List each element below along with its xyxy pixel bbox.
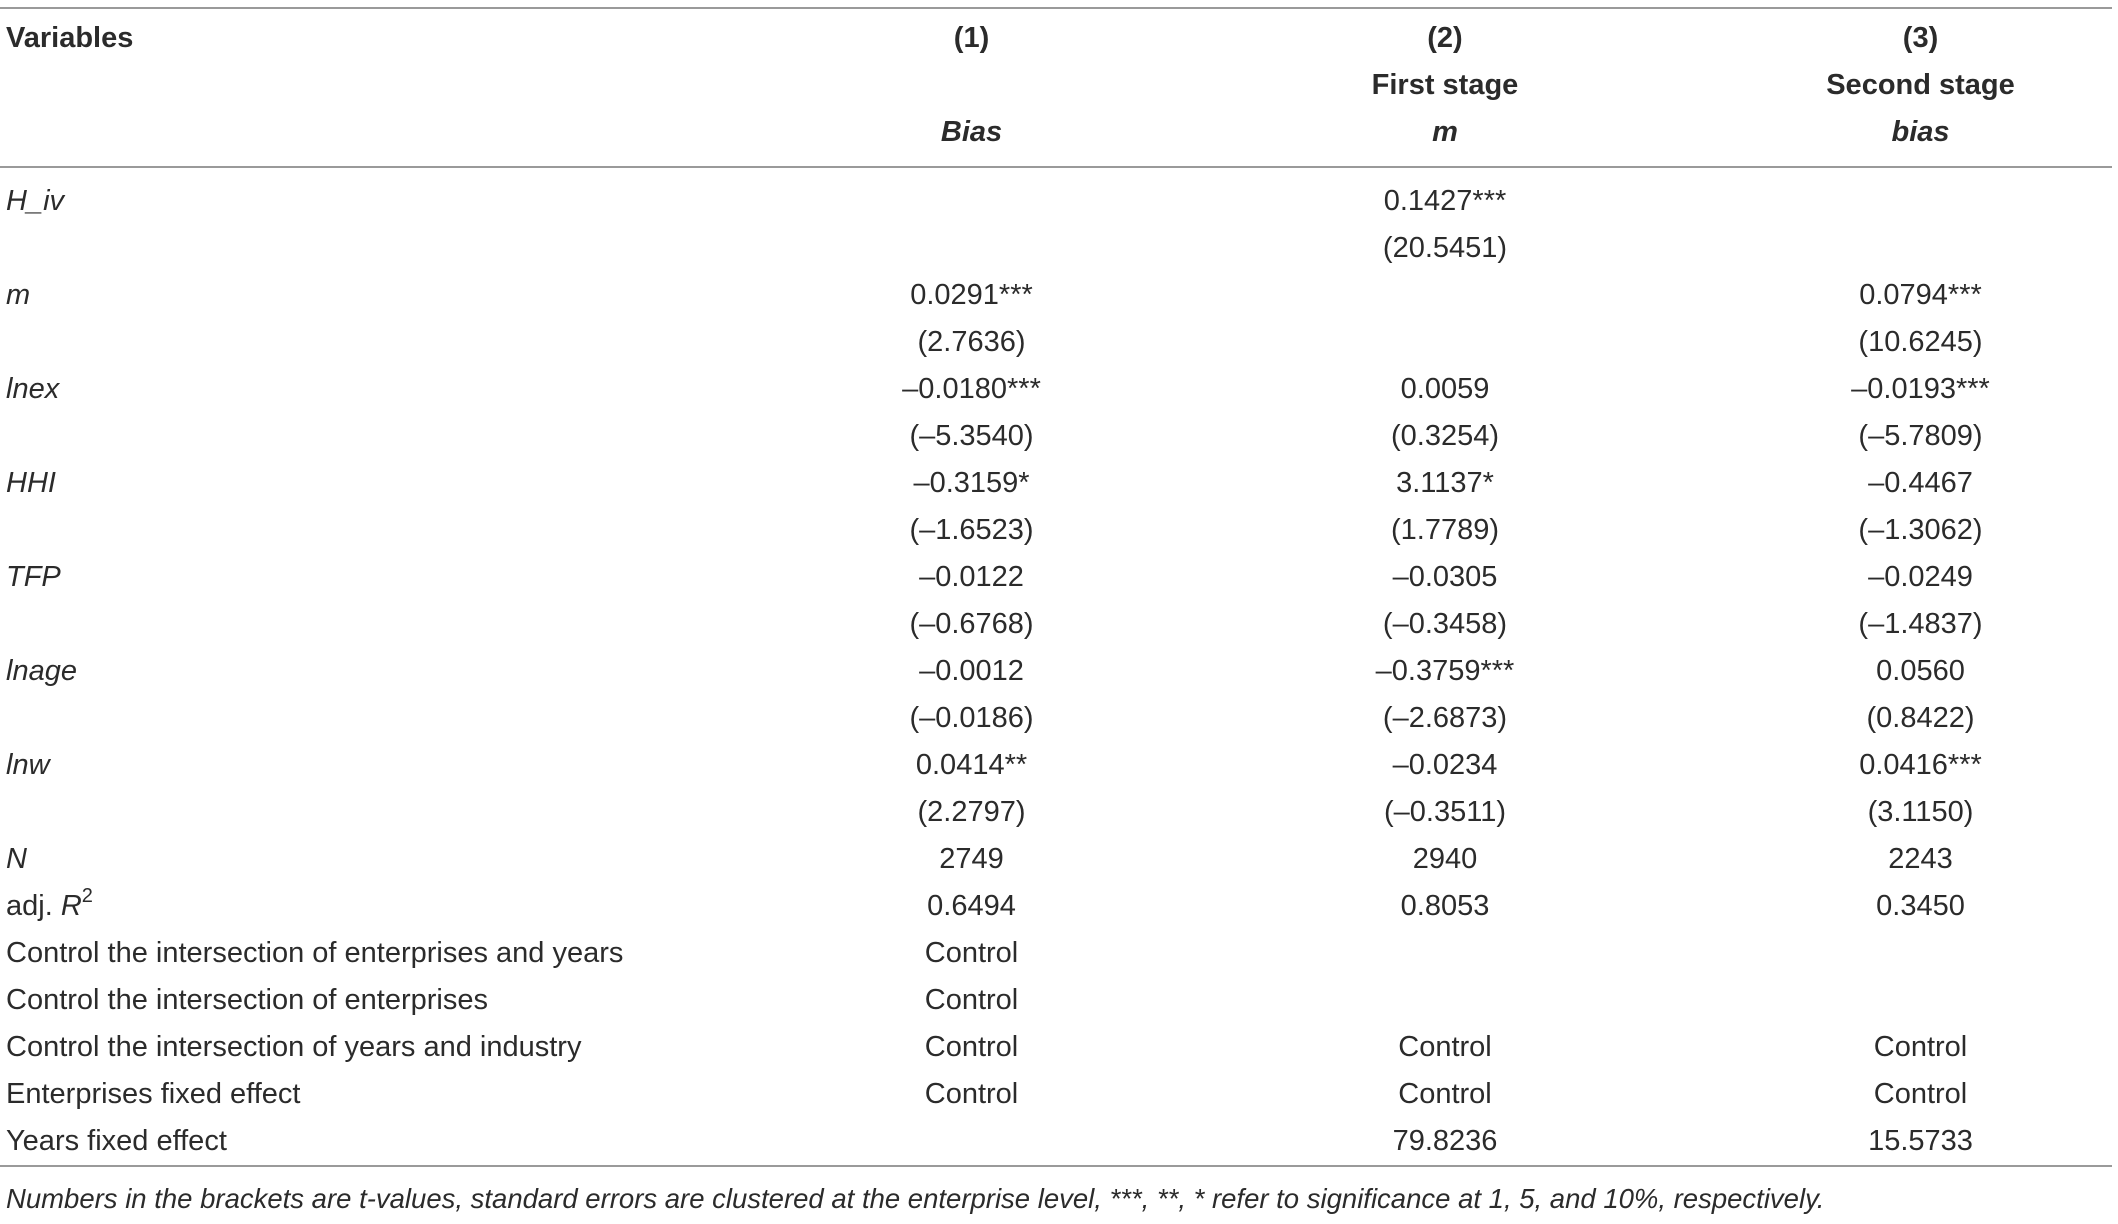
- cell-col-1: [782, 225, 1161, 272]
- cell-col-1: [782, 1118, 1161, 1166]
- cell-col-1: (–1.6523): [909, 514, 1034, 546]
- cell-col-2: [1161, 977, 1729, 1024]
- row-label: Years fixed effect: [6, 1125, 227, 1157]
- row-label: m: [6, 279, 31, 311]
- cell-col-3: Control: [1873, 1031, 1968, 1063]
- cell-col-2: Control: [1398, 1031, 1492, 1063]
- table-header: [0, 8, 2112, 167]
- cell-col-1: Control: [924, 1078, 1019, 1110]
- row-label: H_iv: [6, 185, 65, 217]
- table-row-control: [0, 1071, 2112, 1118]
- table-footer: [0, 1166, 2112, 1222]
- row-label: Enterprises fixed effect: [6, 1078, 301, 1110]
- cell-col-1: (–0.0186): [909, 702, 1034, 734]
- r-superscript: 2: [81, 885, 93, 908]
- cell-col-3: (0.8422): [1866, 702, 1975, 734]
- cell-col-1: (2.7636): [917, 326, 1026, 358]
- table-row: [0, 742, 2112, 789]
- cell-col-3: 2243: [1888, 843, 1953, 875]
- table-row: [0, 225, 2112, 272]
- cell-col-2: 3.1137*: [1396, 467, 1494, 499]
- cell-col-1: [782, 167, 1161, 225]
- cell-col-2: 79.8236: [1392, 1125, 1498, 1157]
- table-row-control: [0, 930, 2112, 977]
- row-label: lnage: [6, 655, 77, 687]
- table-row: [0, 167, 2112, 225]
- cell-col-3: 0.3450: [1876, 890, 1965, 922]
- row-label: [0, 789, 782, 836]
- cell-col-2: (1.7789): [1390, 514, 1499, 546]
- cell-col-1: 0.6494: [927, 890, 1016, 922]
- row-label: [0, 319, 782, 366]
- column-1-stage: [782, 62, 1161, 109]
- column-3-number: (3): [1729, 8, 2112, 62]
- table-row-control: [0, 977, 2112, 1024]
- cell-col-3: Control: [1873, 1078, 1968, 1110]
- cell-col-2: 0.8053: [1400, 890, 1490, 922]
- footnote-row: [0, 1166, 2112, 1222]
- variables-header: Variables: [0, 8, 782, 62]
- row-label: TFP: [6, 561, 61, 593]
- cell-col-1: –0.0180***: [902, 373, 1041, 405]
- cell-col-3: [1729, 977, 2112, 1024]
- column-2-stage: First stage: [1371, 69, 1519, 101]
- cell-col-3: –0.0249: [1868, 561, 1973, 593]
- cell-col-1: 2749: [939, 843, 1004, 875]
- cell-col-2: (20.5451): [1382, 232, 1508, 264]
- row-label: HHI: [6, 467, 56, 499]
- column-1-dependent: Bias: [782, 109, 1161, 167]
- table-row: [0, 789, 2112, 836]
- table-row: [0, 836, 2112, 883]
- row-label: [0, 601, 782, 648]
- cell-col-3: –0.4467: [1868, 467, 1973, 499]
- table-body: [0, 167, 2112, 1166]
- table-row: [0, 601, 2112, 648]
- column-3-dependent: bias: [1729, 109, 2112, 167]
- cell-col-2: –0.0234: [1392, 749, 1498, 781]
- table-row: [0, 507, 2112, 554]
- row-label: N: [6, 843, 27, 875]
- cell-col-1: 0.0291***: [910, 279, 1033, 311]
- cell-col-1: 0.0414**: [915, 749, 1028, 781]
- cell-col-1: Control: [924, 1031, 1019, 1063]
- cell-col-3: (–5.7809): [1858, 420, 1983, 452]
- cell-col-3: [1729, 930, 2112, 977]
- cell-col-2: 0.1427***: [1383, 185, 1507, 217]
- cell-col-3: [1729, 167, 2112, 225]
- cell-col-3: (–1.4837): [1858, 608, 1983, 640]
- header-row-dependent: [0, 109, 2112, 167]
- cell-col-2: 2940: [1412, 843, 1478, 875]
- cell-col-2: [1161, 319, 1729, 366]
- cell-col-3: 15.5733: [1868, 1125, 1973, 1157]
- cell-col-2: [1161, 930, 1729, 977]
- adj-prefix: adj.: [6, 890, 61, 922]
- row-label: [0, 507, 782, 554]
- cell-col-1: (–0.6768): [909, 608, 1034, 640]
- cell-col-3: 0.0560: [1876, 655, 1965, 687]
- cell-col-3: (10.6245): [1858, 326, 1983, 358]
- cell-col-2: [1161, 272, 1729, 319]
- cell-col-2: 0.0059: [1400, 373, 1490, 405]
- cell-col-3: (3.1150): [1867, 796, 1974, 828]
- cell-col-2: Control: [1398, 1078, 1492, 1110]
- row-label: Control the intersection of enterprises: [6, 984, 488, 1016]
- cell-col-2: (–2.6873): [1382, 702, 1508, 734]
- cell-col-1: Control: [924, 984, 1019, 1016]
- table-row: [0, 366, 2112, 413]
- table-row-adj-r2: [0, 883, 2112, 930]
- table-footnote: Numbers in the brackets are t-values, standard errors are clustered at the enterprise level, ***, **, * refer to significance at 1, 5, and 10%, respectively.: [0, 1166, 2112, 1222]
- cell-col-2: (–0.3511): [1384, 796, 1506, 828]
- table-row: [0, 554, 2112, 601]
- cell-col-3: 0.0416***: [1859, 749, 1982, 781]
- cell-col-1: (2.2797): [917, 796, 1026, 828]
- column-2-dependent: m: [1161, 109, 1729, 167]
- table-row: [0, 413, 2112, 460]
- table-row: [0, 272, 2112, 319]
- row-label: Control the intersection of enterprises and years: [6, 937, 624, 969]
- cell-col-1: –0.0122: [919, 561, 1024, 593]
- row-label: [0, 225, 782, 272]
- row-label: lnex: [6, 373, 60, 405]
- cell-col-2: (0.3254): [1390, 420, 1499, 452]
- cell-col-3: [1729, 225, 2112, 272]
- cell-col-2: (–0.3458): [1382, 608, 1508, 640]
- row-label: lnw: [6, 749, 50, 781]
- cell-col-3: (–1.3062): [1858, 514, 1983, 546]
- cell-col-1: Control: [924, 937, 1019, 969]
- row-label: [0, 695, 782, 742]
- row-label: [0, 413, 782, 460]
- cell-col-2: –0.3759***: [1375, 655, 1515, 687]
- regression-table: [0, 7, 2112, 1222]
- table-row-control: [0, 1024, 2112, 1071]
- table-row: [0, 319, 2112, 366]
- cell-col-1: (–5.3540): [909, 420, 1034, 452]
- cell-col-3: –0.0193***: [1851, 373, 1990, 405]
- header-row-numbers: [0, 8, 2112, 62]
- table-row: [0, 648, 2112, 695]
- table-row-control: [0, 1118, 2112, 1166]
- r-symbol: R: [60, 890, 82, 922]
- row-label: Control the intersection of years and industry: [6, 1031, 582, 1063]
- cell-col-1: –0.0012: [919, 655, 1024, 687]
- column-1-number: (1): [782, 8, 1161, 62]
- cell-col-2: –0.0305: [1392, 561, 1498, 593]
- cell-col-1: –0.3159*: [913, 467, 1030, 499]
- table-row: [0, 460, 2112, 507]
- row-label: [0, 883, 782, 930]
- header-row-stage: [0, 62, 2112, 109]
- cell-col-3: 0.0794***: [1859, 279, 1982, 311]
- table-row: [0, 695, 2112, 742]
- column-3-stage: Second stage: [1826, 69, 2015, 101]
- column-2-number: (2): [1161, 8, 1729, 62]
